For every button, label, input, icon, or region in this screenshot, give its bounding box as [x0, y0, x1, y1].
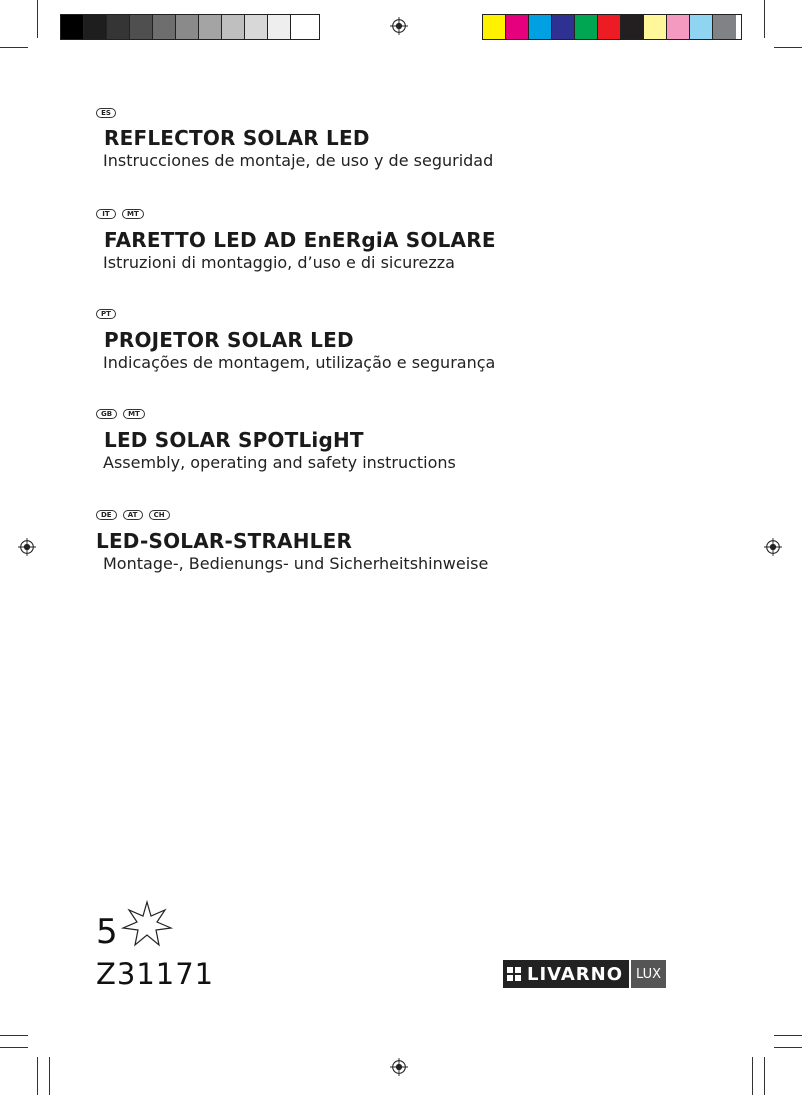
- language-badges: [96, 409, 145, 419]
- crop-mark: [764, 1057, 765, 1095]
- language-badge: AT: [123, 510, 143, 520]
- language-badges: [96, 510, 170, 520]
- language-badge: GB: [96, 409, 117, 419]
- color-swatch: [130, 15, 153, 39]
- language-badge: ES: [96, 108, 116, 118]
- product-code: Z31171: [96, 957, 215, 991]
- product-title: REFLECTOR SOLAR LED: [104, 126, 370, 150]
- registration-mark-icon: [390, 1058, 408, 1076]
- product-subtitle: Montage-, Bedienungs- und Sicherheitshinweise: [103, 554, 489, 573]
- grayscale-color-bar: [60, 14, 320, 40]
- crop-mark: [774, 1047, 802, 1048]
- color-swatch: [713, 15, 736, 39]
- crop-mark: [764, 0, 765, 38]
- brand-logo: [503, 960, 702, 988]
- color-swatch: [621, 15, 644, 39]
- brand-suffix-box: [631, 960, 666, 988]
- language-badge: MT: [122, 209, 144, 219]
- product-title: LED-SOLAR-STRAHLER: [96, 529, 353, 553]
- language-badge: PT: [96, 309, 116, 319]
- color-swatch: [552, 15, 575, 39]
- product-title: FARETTO LED AD EnERgiA SOLARE: [104, 228, 496, 252]
- logo-squares-icon: [507, 967, 521, 981]
- crop-mark: [37, 0, 38, 38]
- brand-name: LIVARNO: [527, 963, 624, 985]
- color-swatch: [176, 15, 199, 39]
- color-swatch: [506, 15, 529, 39]
- color-swatch: [483, 15, 506, 39]
- color-swatch: [575, 15, 598, 39]
- color-swatch: [222, 15, 245, 39]
- registration-mark-icon: [18, 538, 36, 556]
- crop-mark: [0, 1047, 28, 1048]
- language-badge: DE: [96, 510, 117, 520]
- color-swatch: [644, 15, 667, 39]
- color-swatch: [291, 15, 314, 39]
- crop-mark: [0, 47, 28, 48]
- color-swatch: [107, 15, 130, 39]
- product-subtitle: Assembly, operating and safety instructions: [103, 453, 456, 472]
- registration-mark-icon: [764, 538, 782, 556]
- language-badge: CH: [149, 510, 170, 520]
- color-swatch: [598, 15, 621, 39]
- crop-mark: [752, 1057, 753, 1095]
- language-badge: MT: [123, 409, 145, 419]
- product-subtitle: Indicações de montagem, utilização e segurança: [103, 353, 496, 372]
- language-badge: IT: [96, 209, 116, 219]
- color-swatch: [529, 15, 552, 39]
- color-swatch: [153, 15, 176, 39]
- color-swatch: [61, 15, 84, 39]
- language-badges: [96, 309, 116, 319]
- color-swatch: [199, 15, 222, 39]
- product-subtitle: Instrucciones de montaje, de uso y de seguridad: [103, 151, 494, 170]
- registration-mark-icon: [390, 17, 408, 35]
- language-badges: [96, 108, 116, 118]
- color-swatch: [268, 15, 291, 39]
- page-number: 5: [96, 912, 118, 952]
- product-title: PROJETOR SOLAR LED: [104, 328, 354, 352]
- process-color-bar: [482, 14, 742, 40]
- color-swatch: [690, 15, 713, 39]
- color-swatch: [667, 15, 690, 39]
- crop-mark: [774, 1035, 802, 1036]
- product-title: LED SOLAR SPOTLigHT: [104, 428, 364, 452]
- product-subtitle: Istruzioni di montaggio, d’uso e di sicurezza: [103, 253, 455, 272]
- crop-mark: [774, 47, 802, 48]
- crop-mark: [49, 1057, 50, 1095]
- brand-logo-main: [503, 960, 629, 988]
- brand-suffix: LUX: [636, 966, 662, 982]
- color-swatch: [84, 15, 107, 39]
- crop-mark: [37, 1057, 38, 1095]
- color-swatch: [245, 15, 268, 39]
- language-badges: [96, 209, 144, 219]
- crop-mark: [0, 1035, 28, 1036]
- star-outline-icon: [121, 900, 173, 948]
